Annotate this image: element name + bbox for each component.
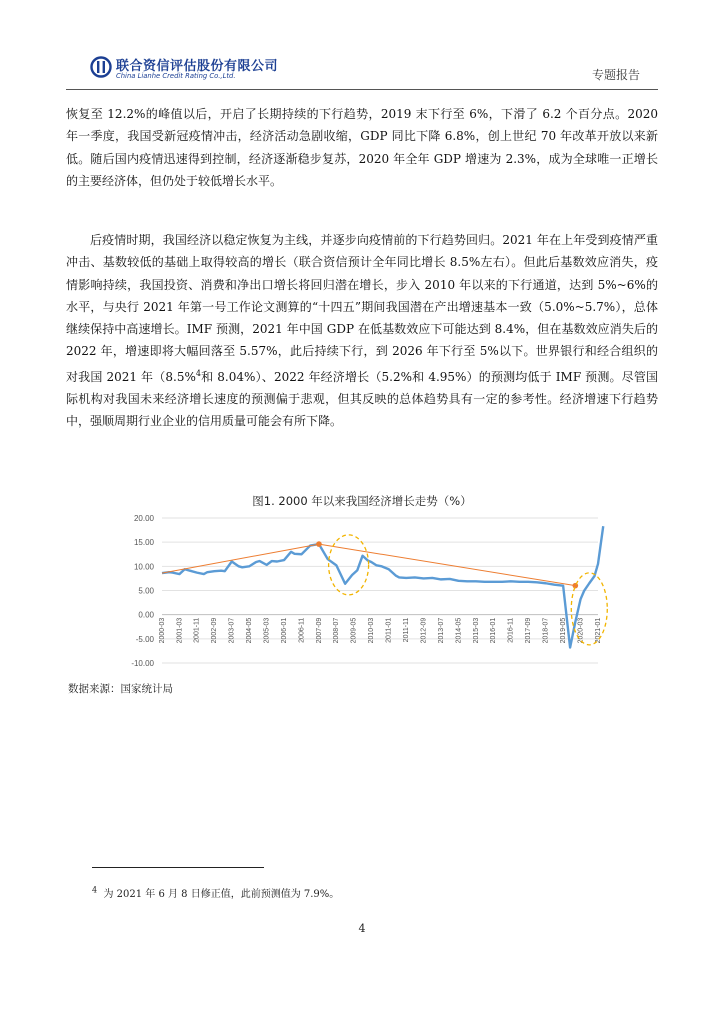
x-tick-label: 2021-01: [594, 617, 602, 644]
paragraph-1: 恢复至 12.2%的峰值以后，开启了长期持续的下行趋势，2019 末下行至 6%，下滑了 6.2 个百分点。2020 年一季度，我国受新冠疫情冲击，经济活动急剧收缩，GDP 同比下降 6.8%，创上世纪 70 年改革开放以来新低。随后国内疫情迅速得到控制，经济逐渐稳步复苏，2020 年全年 GDP 增速为 2.3%，成为全球唯一正增长的主要经济体，但仍处于较低增长水平。: [66, 107, 658, 188]
y-tick-label: 20.00: [133, 514, 154, 523]
x-tick-label: 2016-01: [490, 617, 498, 644]
y-tick-label: 15.00: [133, 538, 154, 548]
x-tick-label: 2020-03: [577, 617, 585, 644]
x-tick-label: 2017-09: [525, 617, 533, 644]
paragraph-2-part-b: 和 8.04%）、2022 年经济增长（5.2%和 4.95%）的预测均低于 IMF 预测。尽管国际机构对我国未来经济增长速度的预测偏于悲观，但其反映的总体趋势具有一定的参考性。经济增速下行趋势中，强顺周期行业企业的信用质量可能会有所下降。: [66, 369, 659, 429]
series-line-trend: [162, 544, 575, 586]
x-tick-label: 2010-03: [368, 617, 376, 644]
x-tick-label: 2015-03: [472, 617, 480, 644]
gdp-growth-chart: [120, 510, 610, 670]
footnote-reference[interactable]: 4: [195, 368, 201, 378]
y-tick-label: 10.00: [133, 562, 154, 572]
paragraph-2: [66, 229, 658, 433]
x-tick-label: 2006-01: [280, 617, 288, 644]
x-tick-label: 2012-09: [420, 617, 428, 644]
x-tick-label: 2008-07: [333, 617, 341, 644]
footnote-text: 为 2021 年 6 月 8 日修正值，此前预测值为 7.9%。: [103, 889, 340, 900]
x-tick-label: 2019-05: [559, 617, 567, 644]
x-tick-label: 2013-07: [437, 617, 445, 644]
paragraph-2-part-a: 后疫情时期，我国经济以稳定恢复为主线，并逐步向疫情前的下行趋势回归。2021 年在上年受到疫情严重冲击、基数较低的基础上取得较高的增长（联合资信预计全年同比增长 8.5%左右）。但此后基数效应消失，疫情影响持续，我国投资、消费和净出口增长将回归潜在增长，步入 2010 年以来的下行通道，达到 5%~6%的水平，与央行 2021 年第一号工作论文测算的“十四五”期间我国潜在产出增速基本一致（5.0%~5.7%），总体继续保持中高速增长。IMF 预测，2021 年中国 GDP 在低基数效应下可能达到 8.4%，但在基数效应消失后的 2022 年，增速即将大幅回落至 5.57%，此后持续下行，到 2026 年下行至 5%以下。世界银行和经合组织的对我国 2021 年（8.5%: [66, 233, 658, 384]
page-number: 4: [358, 922, 366, 935]
x-tick-label: 2002-09: [211, 617, 219, 644]
x-tick-label: 2018-07: [542, 617, 550, 644]
report-type: 专题报告: [591, 68, 640, 82]
x-tick-label: 2001-11: [193, 617, 201, 643]
chart-title: 图1. 2000 年以来我国经济增长走势（%）: [252, 494, 472, 508]
footnote: [92, 885, 339, 900]
x-tick-label: 2000-03: [158, 617, 166, 644]
x-tick-label: 2014-05: [455, 617, 463, 644]
x-tick-label: 2011-01: [385, 617, 393, 643]
footnote-divider: [92, 867, 264, 868]
trend-marker: [316, 541, 322, 547]
company-logo: [90, 55, 279, 85]
x-tick-label: 2007-09: [315, 617, 323, 644]
y-tick-label: 0.00: [138, 610, 154, 620]
x-tick-label: 2006-11: [298, 617, 306, 643]
figure-source: 数据来源：国家统计局: [68, 683, 173, 695]
company-name-cn: 联合资信评估股份有限公司: [116, 59, 279, 74]
header-divider: [66, 89, 658, 90]
x-tick-label: 2004-05: [246, 617, 254, 644]
company-name-en: China Lianhe Credit Rating Co.,Ltd.: [116, 72, 236, 80]
x-tick-label: 2011-11: [403, 617, 411, 643]
y-tick-label: -10.00: [131, 659, 154, 668]
company-logo-icon: [90, 56, 112, 78]
y-tick-label: 5.00: [138, 586, 154, 596]
x-tick-label: 2009-05: [350, 617, 358, 644]
y-tick-label: -5.00: [135, 634, 154, 644]
x-tick-label: 2016-11: [507, 617, 515, 643]
x-tick-label: 2005-03: [263, 617, 271, 644]
x-tick-label: 2003-07: [228, 617, 236, 644]
x-tick-label: 2001-03: [176, 617, 184, 644]
footnote-marker: 4: [92, 885, 98, 895]
